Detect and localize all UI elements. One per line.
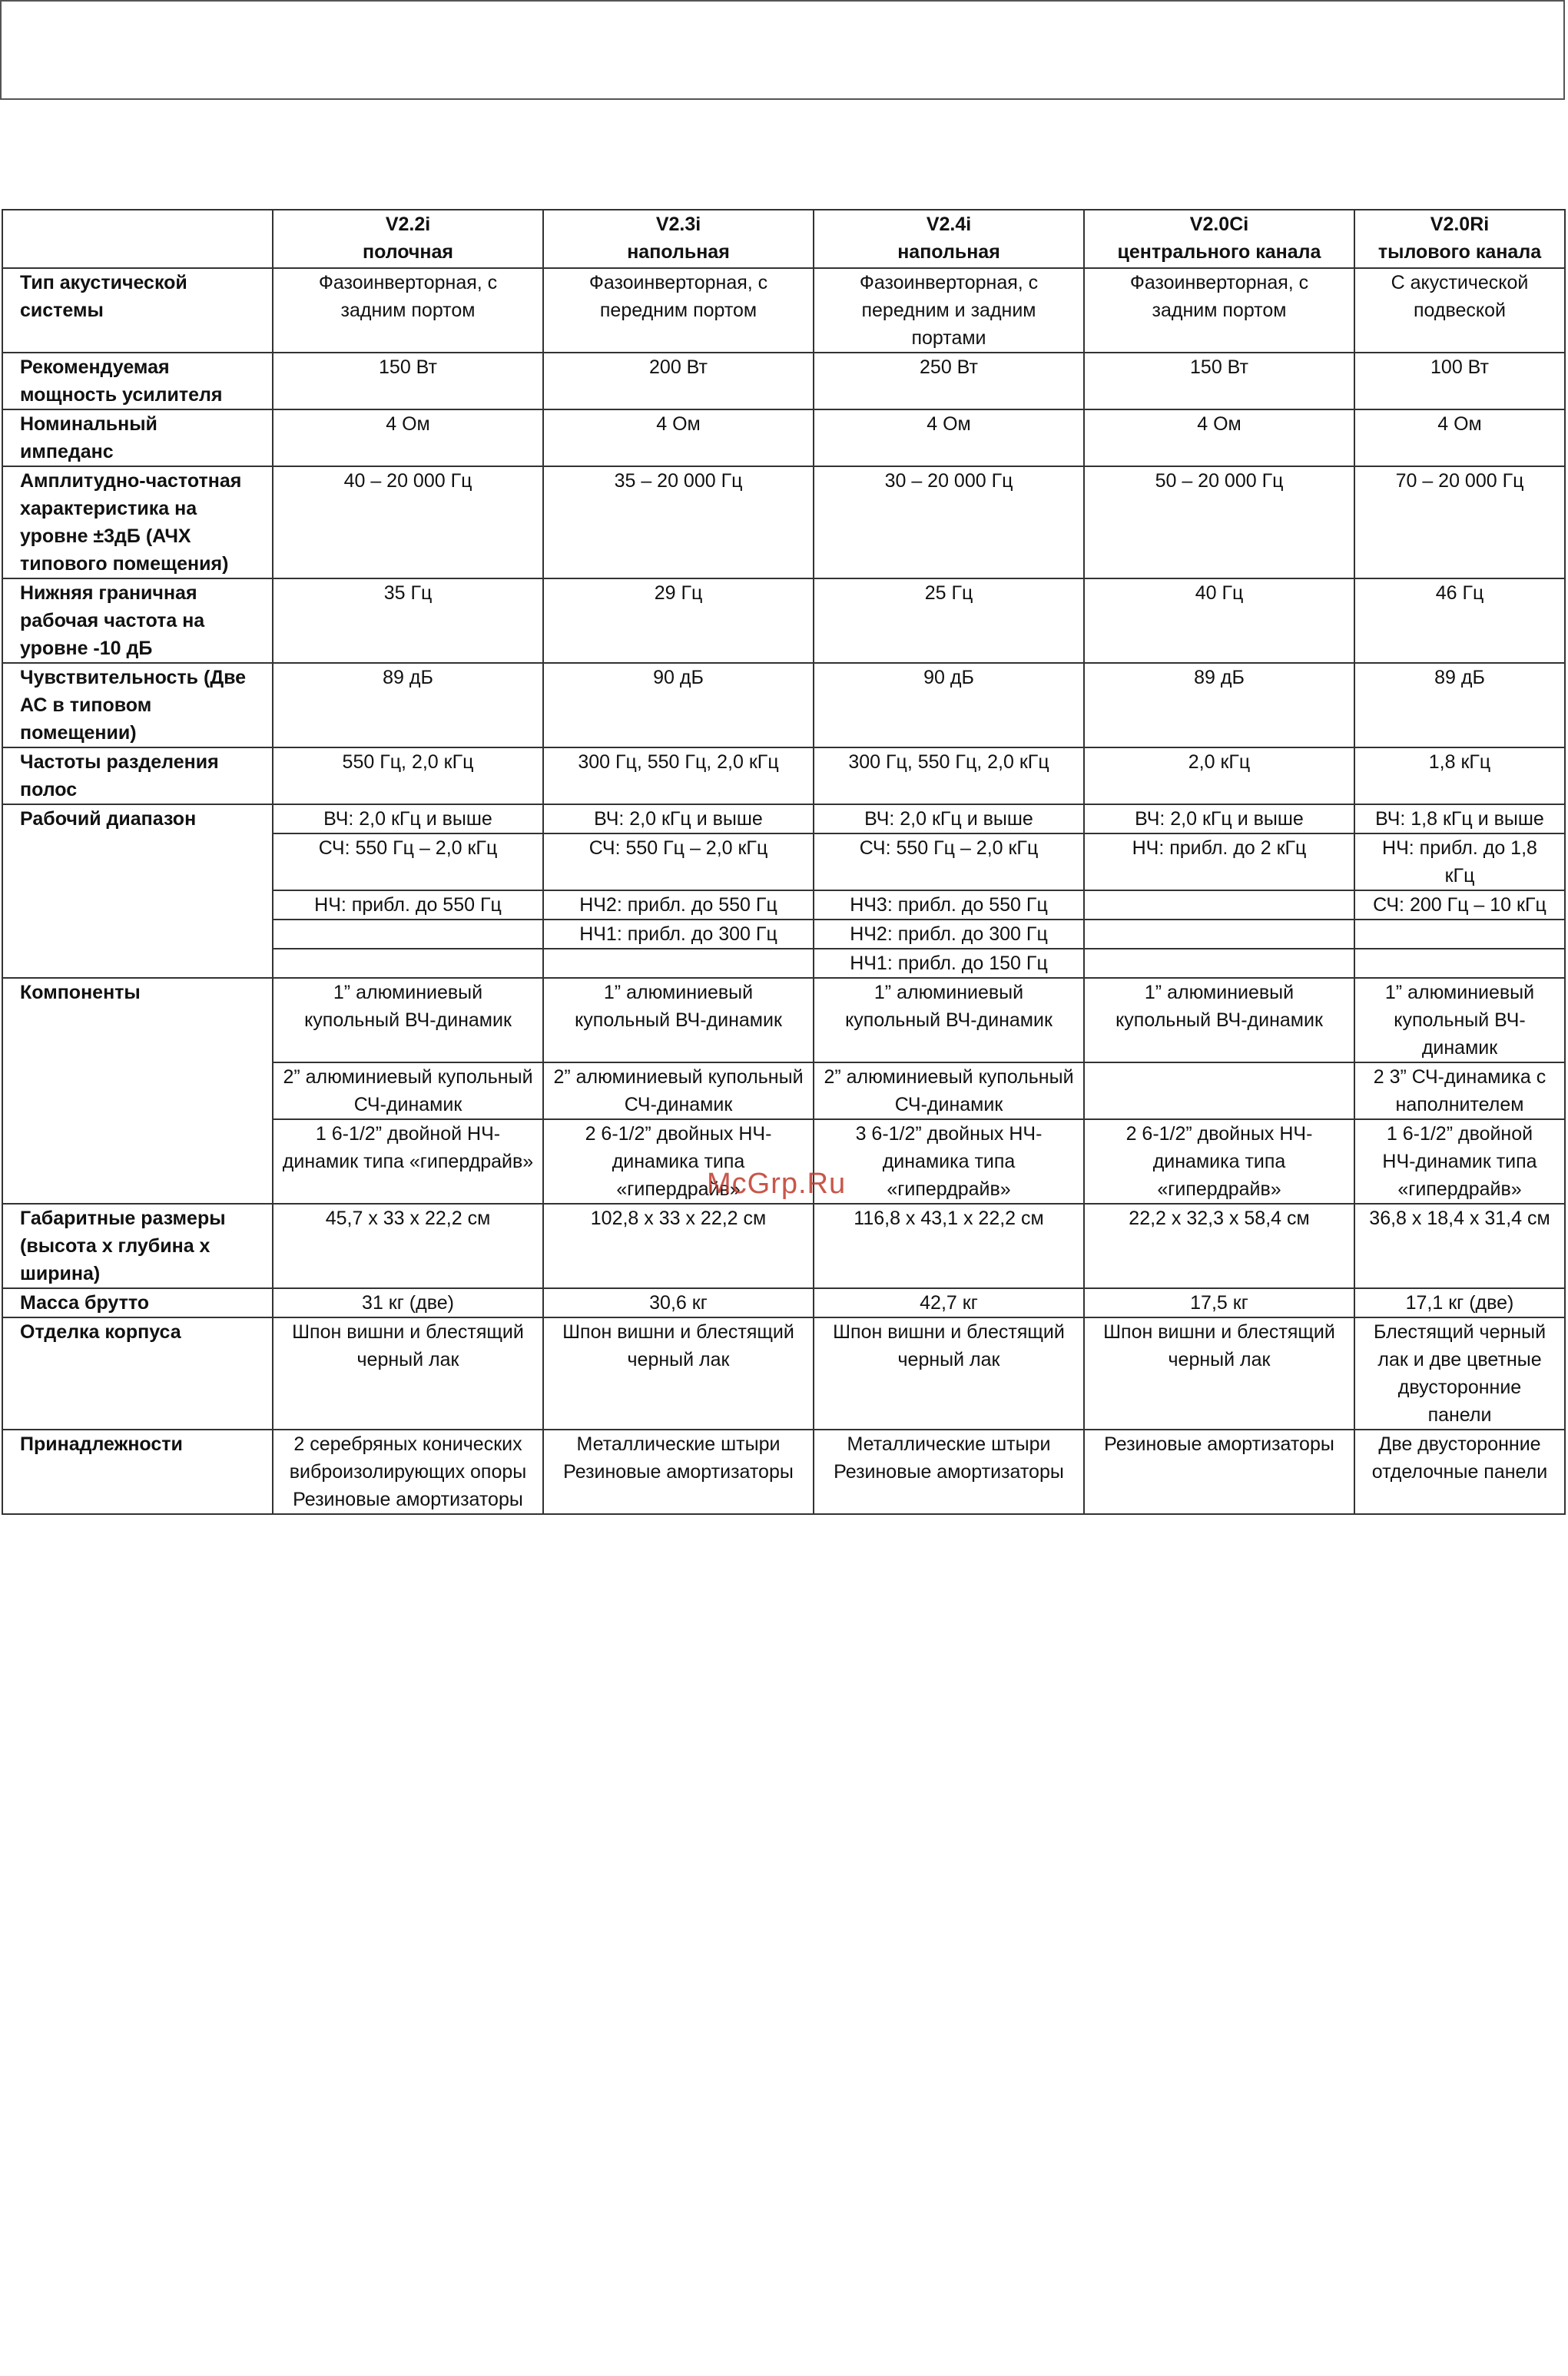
spec-row <box>2 1430 1565 1514</box>
spec-label <box>2 1430 273 1514</box>
cell-line: Тип акустической <box>20 272 187 293</box>
cell-line: ширина) <box>20 1263 101 1284</box>
spec-subrow <box>2 978 1565 1062</box>
spec-value <box>273 890 543 920</box>
spec-value <box>1354 804 1565 833</box>
cell-line: Резиновые амортизаторы <box>563 1461 794 1483</box>
spec-row <box>2 466 1565 578</box>
cell-line: панели <box>1427 1404 1492 1426</box>
cell-line: Резиновые амортизаторы <box>1104 1433 1334 1455</box>
cell-line: портами <box>911 327 986 349</box>
cell-line: 89 дБ <box>1194 667 1245 688</box>
cell-line: 2” алюминиевый купольный <box>824 1066 1074 1088</box>
column-header-v22i <box>273 210 543 268</box>
cell-line: 1” алюминиевый <box>333 982 483 1003</box>
cell-line: Шпон вишни и блестящий <box>833 1321 1065 1343</box>
column-header-v20ri <box>1354 210 1565 268</box>
cell-line: купольный ВЧ- <box>1394 1009 1526 1031</box>
spec-row <box>2 268 1565 353</box>
cell-line: 30 – 20 000 Гц <box>884 470 1013 492</box>
cell-line: НЧ: прибл. до 1,8 <box>1382 837 1537 859</box>
cell-line: Отделка корпуса <box>20 1321 181 1343</box>
spec-value <box>273 578 543 663</box>
cell-line: 4 Ом <box>386 413 430 435</box>
cell-line: Фазоинверторная, с <box>1129 272 1309 293</box>
cell-line: уровне ±3дБ (АЧХ <box>20 525 191 547</box>
cell-line: купольный ВЧ-динамик <box>575 1009 782 1031</box>
spec-value <box>814 663 1084 747</box>
cell-line: системы <box>20 300 104 321</box>
cell-line: черный лак <box>897 1349 1000 1370</box>
cell-line: Блестящий черный <box>1373 1321 1546 1343</box>
cell-line: динамика типа <box>882 1151 1016 1172</box>
spec-value <box>1084 1119 1354 1204</box>
cell-line: 1 6-1/2” двойной НЧ- <box>315 1123 501 1145</box>
spec-value <box>814 353 1084 409</box>
spec-value <box>273 409 543 466</box>
spec-value <box>543 920 814 949</box>
spec-value <box>814 1430 1084 1514</box>
column-header-v23i <box>543 210 814 268</box>
cell-line: НЧ1: прибл. до 150 Гц <box>850 953 1048 974</box>
cell-line: Частоты разделения <box>20 751 219 773</box>
cell-line: НЧ2: прибл. до 300 Гц <box>850 923 1048 945</box>
cell-line: 1 6-1/2” двойной <box>1386 1123 1533 1145</box>
spec-value <box>1084 409 1354 466</box>
spec-label <box>2 978 273 1204</box>
spec-value <box>814 466 1084 578</box>
cell-line: подвеской <box>1414 300 1506 321</box>
cell-line: 150 Вт <box>379 356 437 378</box>
cell-line: 2 серебряных конических <box>293 1433 522 1455</box>
cell-line: 17,5 кг <box>1190 1292 1248 1314</box>
spec-value <box>1354 890 1565 920</box>
spec-value <box>1354 1062 1565 1119</box>
cell-line: помещении) <box>20 722 137 744</box>
cell-line: динамика типа <box>612 1151 745 1172</box>
spec-subrow <box>2 804 1565 833</box>
cell-line: Фазоинверторная, с <box>588 272 768 293</box>
cell-line: ВЧ: 2,0 кГц и выше <box>1135 808 1304 830</box>
spec-value <box>1084 747 1354 804</box>
spec-label <box>2 663 273 747</box>
cell-line: Резиновые амортизаторы <box>834 1461 1064 1483</box>
cell-line: 90 дБ <box>923 667 974 688</box>
cell-line: 2” алюминиевый купольный <box>553 1066 804 1088</box>
spec-label <box>2 409 273 466</box>
spec-value <box>1354 663 1565 747</box>
spec-value <box>543 1204 814 1288</box>
spec-value <box>1084 890 1354 920</box>
spec-value <box>1354 920 1565 949</box>
cell-line: Компоненты <box>20 982 141 1003</box>
cell-line: 30,6 кг <box>649 1292 708 1314</box>
cell-line: 31 кг (две) <box>362 1292 454 1314</box>
spec-value <box>1354 1119 1565 1204</box>
cell-line: Габаритные размеры <box>20 1208 226 1229</box>
cell-line: динамик типа «гипердрайв» <box>282 1151 534 1172</box>
cell-line: кГц <box>1444 865 1475 886</box>
cell-line: Металлические штыри <box>847 1433 1051 1455</box>
spec-value <box>1354 747 1565 804</box>
spec-value <box>273 1062 543 1119</box>
spec-value <box>543 747 814 804</box>
cell-line: НЧ3: прибл. до 550 Гц <box>850 894 1048 916</box>
cell-line: характеристика на <box>20 498 197 519</box>
column-header-v24i <box>814 210 1084 268</box>
spec-value <box>273 353 543 409</box>
spec-row <box>2 747 1565 804</box>
spec-label <box>2 804 273 978</box>
page-header-box <box>0 0 1565 100</box>
spec-value <box>273 1288 543 1317</box>
cell-line: 3 6-1/2” двойных НЧ- <box>855 1123 1043 1145</box>
cell-line: Чувствительность (Две <box>20 667 247 688</box>
cell-line: 2 3” СЧ-динамика с <box>1373 1066 1546 1088</box>
cell-line: Фазоинверторная, с <box>318 272 498 293</box>
cell-line: «гипердрайв» <box>1157 1178 1281 1200</box>
spec-value <box>543 833 814 890</box>
cell-line: 116,8 х 43,1 х 22,2 см <box>854 1208 1044 1229</box>
cell-line: полос <box>20 779 78 800</box>
spec-value <box>1084 1062 1354 1119</box>
column-header-model: V2.0Ci <box>1189 214 1249 235</box>
spec-value <box>1084 466 1354 578</box>
cell-line: 4 Ом <box>927 413 971 435</box>
cell-line: 4 Ом <box>1197 413 1241 435</box>
spec-value <box>814 833 1084 890</box>
cell-line: (высота х глубина х <box>20 1235 211 1257</box>
corner-cell <box>2 210 273 268</box>
cell-line: Фазоинверторная, с <box>859 272 1039 293</box>
cell-line: Номинальный <box>20 413 157 435</box>
spec-row <box>2 409 1565 466</box>
spec-label <box>2 747 273 804</box>
spec-value <box>1084 1430 1354 1514</box>
spec-label <box>2 268 273 353</box>
spec-value <box>814 949 1084 978</box>
spec-row <box>2 353 1565 409</box>
spec-value <box>1084 663 1354 747</box>
spec-value <box>1084 353 1354 409</box>
spec-value <box>273 268 543 353</box>
cell-line: купольный ВЧ-динамик <box>845 1009 1053 1031</box>
spec-row <box>2 1317 1565 1430</box>
spec-value <box>273 1430 543 1514</box>
cell-line: 17,1 кг (две) <box>1405 1292 1514 1314</box>
cell-line: 40 – 20 000 Гц <box>343 470 472 492</box>
spec-value <box>814 268 1084 353</box>
spec-value <box>1084 1317 1354 1430</box>
spec-value <box>1084 804 1354 833</box>
spec-value <box>543 1430 814 1514</box>
cell-line: 2” алюминиевый купольный <box>283 1066 533 1088</box>
column-header-model: V2.4i <box>926 214 972 235</box>
cell-line: 22,2 х 32,3 х 58,4 см <box>1129 1208 1310 1229</box>
cell-line: 150 Вт <box>1190 356 1248 378</box>
spec-value <box>273 1204 543 1288</box>
cell-line: 50 – 20 000 Гц <box>1155 470 1284 492</box>
column-header-type: полочная <box>362 241 454 263</box>
spec-value <box>543 353 814 409</box>
cell-line: черный лак <box>627 1349 730 1370</box>
cell-line: 250 Вт <box>920 356 978 378</box>
spec-value <box>814 1288 1084 1317</box>
spec-value <box>273 804 543 833</box>
cell-line: 45,7 х 33 х 22,2 см <box>325 1208 491 1229</box>
spec-value <box>273 833 543 890</box>
cell-line: 1” алюминиевый <box>1144 982 1295 1003</box>
spec-value <box>814 920 1084 949</box>
spec-value <box>1354 949 1565 978</box>
spec-value <box>1084 978 1354 1062</box>
cell-line: 550 Гц, 2,0 кГц <box>342 751 474 773</box>
cell-line: 29 Гц <box>654 582 703 604</box>
spec-value <box>273 663 543 747</box>
spec-value <box>543 578 814 663</box>
cell-line: «гипердрайв» <box>887 1178 1011 1200</box>
cell-line: «гипердрайв» <box>616 1178 741 1200</box>
spec-value <box>1354 353 1565 409</box>
spec-value <box>1354 978 1565 1062</box>
cell-line: СЧ-динамик <box>894 1094 1003 1115</box>
spec-value <box>1354 1288 1565 1317</box>
cell-line: Рекомендуемая <box>20 356 170 378</box>
cell-line: передним портом <box>599 300 757 321</box>
column-header-type: напольная <box>627 241 730 263</box>
spec-value <box>814 1317 1084 1430</box>
cell-line: 2 6-1/2” двойных НЧ- <box>1125 1123 1313 1145</box>
cell-line: 100 Вт <box>1430 356 1489 378</box>
cell-line: импеданс <box>20 441 114 462</box>
cell-line: ВЧ: 2,0 кГц и выше <box>864 808 1033 830</box>
cell-line: 1” алюминиевый <box>603 982 754 1003</box>
column-header-model: V2.2i <box>385 214 431 235</box>
spec-value <box>814 578 1084 663</box>
spec-value <box>273 1317 543 1430</box>
cell-line: Амплитудно-частотная <box>20 470 242 492</box>
cell-line: задним портом <box>1152 300 1287 321</box>
cell-line: 25 Гц <box>924 582 973 604</box>
spec-value <box>543 949 814 978</box>
cell-line: СЧ: 200 Гц – 10 кГц <box>1373 894 1546 916</box>
cell-line: 2,0 кГц <box>1188 751 1251 773</box>
cell-line: Шпон вишни и блестящий <box>1103 1321 1335 1343</box>
cell-line: СЧ: 550 Гц – 2,0 кГц <box>318 837 498 859</box>
spec-value <box>814 1119 1084 1204</box>
spec-value <box>1084 833 1354 890</box>
cell-line: 90 дБ <box>653 667 704 688</box>
cell-line: 70 – 20 000 Гц <box>1395 470 1524 492</box>
cell-line: 89 дБ <box>1434 667 1485 688</box>
cell-line: Масса брутто <box>20 1292 150 1314</box>
header-row <box>2 210 1565 268</box>
cell-line: купольный ВЧ-динамик <box>304 1009 512 1031</box>
cell-line: 89 дБ <box>383 667 433 688</box>
spec-value <box>814 1062 1084 1119</box>
cell-line: виброизолирующих опоры <box>289 1461 527 1483</box>
specifications-table <box>2 209 1566 1515</box>
cell-line: 42,7 кг <box>920 1292 978 1314</box>
cell-line: 46 Гц <box>1435 582 1484 604</box>
cell-line: купольный ВЧ-динамик <box>1116 1009 1323 1031</box>
spec-row <box>2 663 1565 747</box>
cell-line: отделочные панели <box>1371 1461 1548 1483</box>
cell-line: передним и задним <box>861 300 1036 321</box>
spec-value <box>273 978 543 1062</box>
spec-value <box>1084 1204 1354 1288</box>
spec-value <box>543 978 814 1062</box>
spec-value <box>1084 578 1354 663</box>
spec-value <box>1354 1204 1565 1288</box>
cell-line: СЧ-динамик <box>624 1094 733 1115</box>
spec-value <box>1084 949 1354 978</box>
spec-value <box>543 890 814 920</box>
cell-line: 1” алюминиевый <box>874 982 1024 1003</box>
column-header-model: V2.3i <box>655 214 701 235</box>
cell-line: НЧ2: прибл. до 550 Гц <box>579 894 777 916</box>
spec-value <box>543 409 814 466</box>
cell-line: НЧ-динамик типа <box>1382 1151 1537 1172</box>
cell-line: 36,8 х 18,4 х 31,4 см <box>1369 1208 1550 1229</box>
spec-label <box>2 1317 273 1430</box>
spec-label <box>2 466 273 578</box>
column-header-type: тылового канала <box>1377 241 1542 263</box>
spec-value <box>814 890 1084 920</box>
cell-line: Металлические штыри <box>576 1433 781 1455</box>
cell-line: 35 Гц <box>383 582 433 604</box>
spec-value <box>543 466 814 578</box>
column-header-v20ci <box>1084 210 1354 268</box>
spec-value <box>1354 1430 1565 1514</box>
cell-line: типового помещения) <box>20 553 229 575</box>
cell-line: черный лак <box>1168 1349 1271 1370</box>
spec-value <box>814 978 1084 1062</box>
cell-line: Две двусторонние <box>1378 1433 1541 1455</box>
cell-line: ВЧ: 2,0 кГц и выше <box>594 808 763 830</box>
spec-value <box>814 747 1084 804</box>
cell-line: 1,8 кГц <box>1428 751 1491 773</box>
spec-value <box>273 747 543 804</box>
spec-value <box>273 949 543 978</box>
cell-line: ВЧ: 2,0 кГц и выше <box>323 808 492 830</box>
cell-line: 1” алюминиевый <box>1384 982 1535 1003</box>
cell-line: НЧ: прибл. до 2 кГц <box>1132 837 1307 859</box>
spec-label <box>2 353 273 409</box>
column-header-type: напольная <box>897 241 1000 263</box>
cell-line: 4 Ом <box>656 413 701 435</box>
spec-value <box>814 409 1084 466</box>
cell-line: уровне -10 дБ <box>20 638 153 659</box>
cell-line: 300 Гц, 550 Гц, 2,0 кГц <box>848 751 1049 773</box>
cell-line: НЧ: прибл. до 550 Гц <box>314 894 502 916</box>
spec-value <box>1084 920 1354 949</box>
cell-line: 4 Ом <box>1437 413 1482 435</box>
cell-line: лак и две цветные <box>1377 1349 1542 1370</box>
watermark: McGrp.Ru <box>707 1168 847 1200</box>
cell-line: Принадлежности <box>20 1433 183 1455</box>
cell-line: Шпон вишни и блестящий <box>562 1321 794 1343</box>
spec-row <box>2 1288 1565 1317</box>
spec-value <box>273 1119 543 1204</box>
cell-line: АС в типовом <box>20 694 152 716</box>
spec-value <box>543 663 814 747</box>
spec-label <box>2 1288 273 1317</box>
cell-line: С акустической <box>1391 272 1529 293</box>
spec-value <box>1354 1317 1565 1430</box>
spec-row <box>2 578 1565 663</box>
spec-value <box>1084 268 1354 353</box>
cell-line: черный лак <box>356 1349 459 1370</box>
spec-value <box>543 268 814 353</box>
spec-value <box>1354 578 1565 663</box>
cell-line: задним портом <box>340 300 476 321</box>
spec-value <box>543 1288 814 1317</box>
cell-line: динамик <box>1421 1037 1498 1059</box>
spec-value <box>814 1204 1084 1288</box>
cell-line: 2 6-1/2” двойных НЧ- <box>585 1123 772 1145</box>
spec-value <box>543 1317 814 1430</box>
cell-line: мощность усилителя <box>20 384 223 406</box>
cell-line: «гипердрайв» <box>1397 1178 1522 1200</box>
cell-line: Резиновые амортизаторы <box>293 1489 523 1510</box>
cell-line: ВЧ: 1,8 кГц и выше <box>1375 808 1544 830</box>
cell-line: Нижняя граничная <box>20 582 197 604</box>
cell-line: 200 Вт <box>649 356 708 378</box>
cell-line: 35 – 20 000 Гц <box>614 470 743 492</box>
cell-line: СЧ: 550 Гц – 2,0 кГц <box>859 837 1039 859</box>
cell-line: СЧ-динамик <box>353 1094 462 1115</box>
spec-label <box>2 1204 273 1288</box>
spec-value <box>1354 466 1565 578</box>
spec-label <box>2 578 273 663</box>
cell-line: 300 Гц, 550 Гц, 2,0 кГц <box>578 751 779 773</box>
spec-value <box>273 466 543 578</box>
spec-value <box>814 804 1084 833</box>
spec-value <box>1354 268 1565 353</box>
cell-line: наполнителем <box>1395 1094 1524 1115</box>
cell-line: рабочая частота на <box>20 610 205 631</box>
spec-value <box>1354 409 1565 466</box>
cell-line: СЧ: 550 Гц – 2,0 кГц <box>588 837 768 859</box>
spec-value <box>273 920 543 949</box>
cell-line: динамика типа <box>1152 1151 1286 1172</box>
column-header-model: V2.0Ri <box>1430 214 1490 235</box>
spec-value <box>543 1062 814 1119</box>
cell-line: НЧ1: прибл. до 300 Гц <box>579 923 777 945</box>
spec-value <box>1084 1288 1354 1317</box>
spec-value <box>1354 833 1565 890</box>
spec-row <box>2 1204 1565 1288</box>
column-header-type: центрального канала <box>1117 241 1321 263</box>
cell-line: Рабочий диапазон <box>20 808 197 830</box>
cell-line: 102,8 х 33 х 22,2 см <box>590 1208 767 1229</box>
cell-line: двусторонние <box>1397 1377 1522 1398</box>
cell-line: 40 Гц <box>1195 582 1244 604</box>
cell-line: Шпон вишни и блестящий <box>292 1321 524 1343</box>
spec-value <box>543 804 814 833</box>
